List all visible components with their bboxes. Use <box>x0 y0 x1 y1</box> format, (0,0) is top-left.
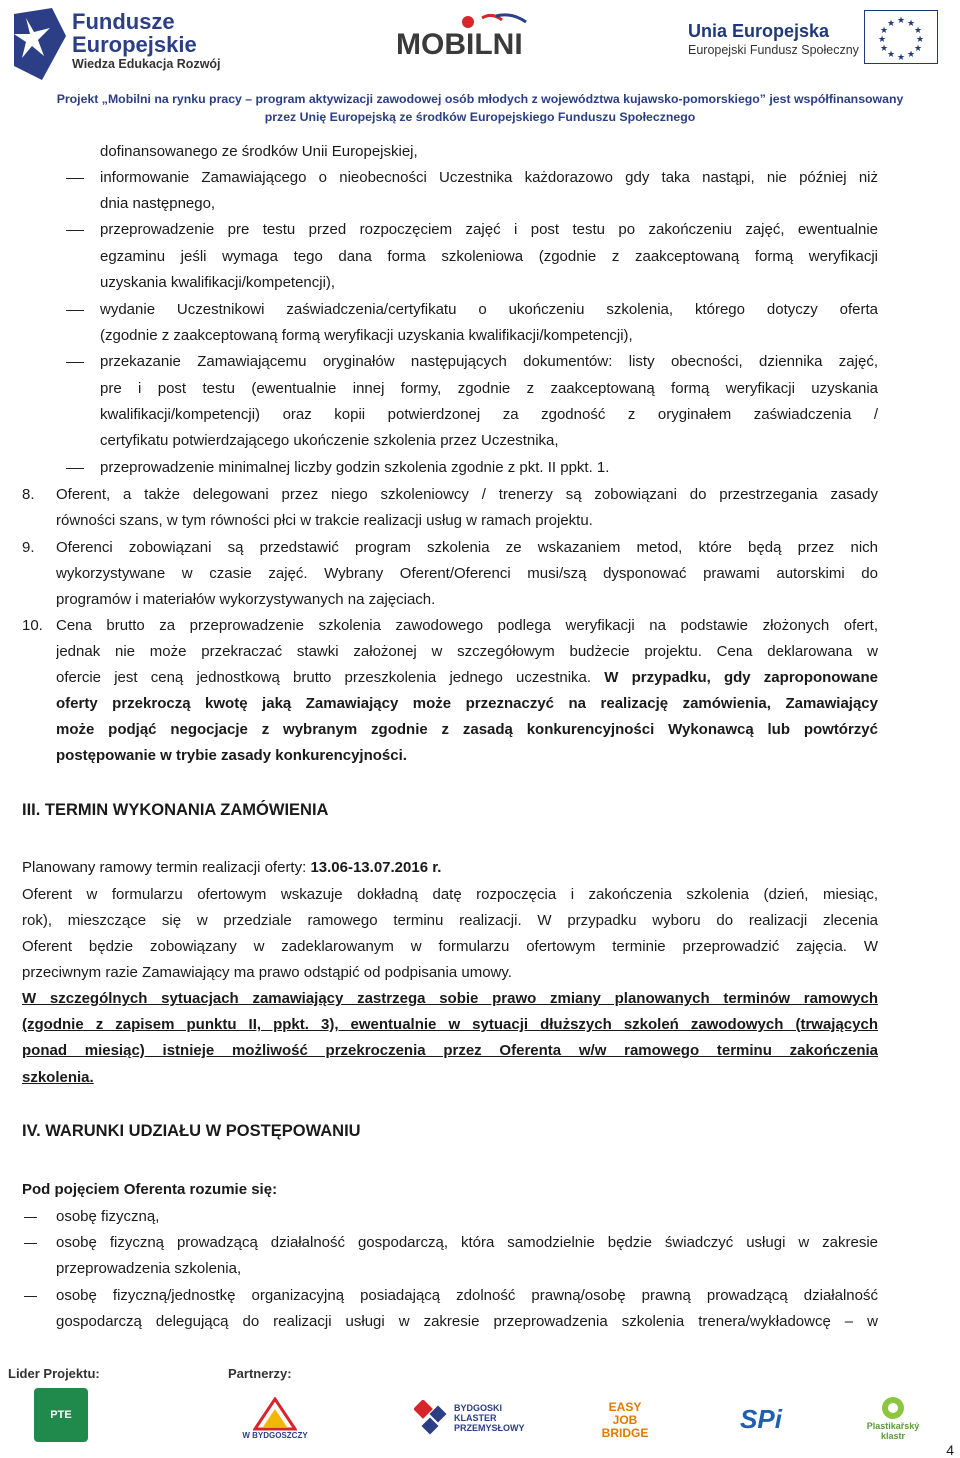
text-line: przeprowadzenie minimalnej liczby godzin szkolenia zgodnie z pkt. II ppkt. 1. <box>100 459 610 476</box>
text-line: przeprowadzenia szkolenia, <box>56 1260 242 1277</box>
text-line: jednak nie może przekraczać stawki założonej w szczegółowym budżecie projektu. Cena deklarowana w <box>56 643 878 660</box>
text-segment: ofercie jest ceną jednostkową brutto przeszkolenia jednego uczestnika. <box>56 669 605 686</box>
text-line: wydanie Uczestnikowi zaświadczenia/certyfikatu o ukończeniu szkolenia, którego dotyczy oferta <box>100 301 878 318</box>
underlined-text-line: (zgodnie z zapisem punktu II, ppkt. 3), ewentualnie w sytuacji dłuższych szkoleń zawodowych (trwających <box>22 1016 878 1033</box>
bullet-dash <box>66 230 84 231</box>
plastikarsky-klastr-logo <box>858 1390 928 1446</box>
item-number: 9. <box>22 539 35 556</box>
text-line: dnia następnego, <box>100 195 216 212</box>
klaster-logo <box>414 1398 525 1438</box>
text-line <box>56 668 878 688</box>
svg-text:★: ★ <box>913 44 923 54</box>
svg-text:★: ★ <box>896 53 906 63</box>
ue-line2: Europejski Fundusz Społeczny <box>688 43 859 57</box>
fe-line2: Europejskie <box>72 32 197 57</box>
klaster-logo-text: BYDGOSKI KLASTER PRZEMYSŁOWY <box>454 1403 525 1433</box>
text-line-bold: może podjąć negocjacje z wybranym zgodnie z zasadą konkurencyjności Wykonawcą lub powtórzyć <box>56 721 878 738</box>
text-line: uzyskania kwalifikacji/kompetencji), <box>100 274 336 291</box>
text-line <box>22 858 882 878</box>
svg-text:★: ★ <box>879 44 889 54</box>
text-line: Oferent w formularzu ofertowym wskazuje dokładną datę rozpoczęcia i zakończenia szkolenia (dzień, miesiąc, <box>22 886 878 903</box>
text-line: pre i post testu (ewentualnie innej formy, zgodnie z zaakceptowaną formą weryfikacji uzyskania <box>100 380 878 397</box>
text-line: Oferent, a także delegowani przez niego szkoleniowcy / trenerzy są zobowiązani do przestrzegania zasady <box>56 486 878 503</box>
text-line: certyfikatu potwierdzającego ukończenie szkolenia przez Uczestnika, <box>100 432 559 449</box>
item-number: 8. <box>22 486 35 503</box>
text-line: (zgodnie z zaakceptowaną formą weryfikacji uzyskania kwalifikacji/kompetencji), <box>100 327 633 344</box>
ue-line1: Unia Europejska <box>688 21 830 41</box>
text-line: Cena brutto za przeprowadzenie szkolenia zawodowego podlega weryfikacji na podstawie złożonych ofert, <box>56 617 878 634</box>
text-line: osobę fizyczną/jednostkę organizacyjną posiadającą zdolność prawną/osobę prawną prowadzącą działalność <box>56 1287 878 1304</box>
text-line: dofinansowanego ze środków Unii Europejskiej, <box>100 143 418 160</box>
text-line-bold: postępowanie w trybie zasady konkurencyjności. <box>56 747 407 764</box>
pup-logo-text: W BYDGOSZCZY <box>242 1430 308 1440</box>
item-number: 10. <box>22 617 43 634</box>
bullet-dash <box>24 1296 37 1297</box>
bullet-dash <box>66 178 84 179</box>
term-date: 13.06-13.07.2016 r. <box>310 859 442 876</box>
bullet-dash <box>24 1243 37 1244</box>
bullet-dash <box>66 362 84 363</box>
section-heading-3: III. TERMIN WYKONANIA ZAMÓWIENIA <box>22 801 329 819</box>
text-line: programów i materiałów wykorzystywanych na zajęciach. <box>56 591 436 608</box>
bullet-dash <box>24 1217 37 1218</box>
project-info-line2: przez Unię Europejską ze środków Europejskiego Funduszu Społecznego <box>264 110 696 124</box>
svg-text:★: ★ <box>877 35 887 45</box>
text-line: przekazanie Zamawiającemu oryginałów następujących dokumentów: listy obecności, dziennika zajęć, <box>100 353 878 370</box>
svg-text:★: ★ <box>915 35 925 45</box>
bullet-dash <box>66 310 84 311</box>
unia-europejska-logo <box>688 10 943 66</box>
svg-text:★: ★ <box>896 16 906 26</box>
mobilni-logo-graphic <box>396 12 546 60</box>
text-line: osobę fizyczną, <box>56 1208 160 1225</box>
mobilni-logo <box>396 12 546 60</box>
pte-logo <box>34 1388 88 1442</box>
svg-text:★: ★ <box>879 26 889 36</box>
svg-text:★: ★ <box>906 19 916 29</box>
mobilni-text: MOBILNI <box>396 28 523 60</box>
underlined-text-line: szkolenia. <box>22 1069 94 1086</box>
text-segment-bold: W przypadku, gdy zaproponowane <box>604 669 878 686</box>
fe-star-icon <box>12 6 68 80</box>
text-line: Oferent będzie zobowiązany w zadeklarowanym w formularzu ofertowym terminie przeprowadzić zajęcia. W <box>22 938 878 955</box>
fe-line1: Fundusze <box>72 9 175 34</box>
svg-text:★: ★ <box>906 50 916 60</box>
lider-label: Lider Projektu: <box>8 1366 100 1381</box>
partners-label: Partnerzy: <box>228 1366 292 1381</box>
text-line-bold: Pod pojęciem Oferenta rozumie się: <box>22 1181 278 1198</box>
text-line: przeprowadzenie pre testu przed rozpoczęciem zajęć i post testu po zakończeniu zajęć, ewentualnie <box>100 221 878 238</box>
text-line: wykorzystywane w czasie zajęć. Wybrany Oferent/Oferenci musi/szą dysponować prawami autorskimi do <box>56 565 878 582</box>
svg-text:★: ★ <box>886 50 896 60</box>
text-segment: Planowany ramowy termin realizacji oferty: <box>22 859 311 876</box>
pup-logo-icon <box>253 1397 297 1431</box>
text-line: informowanie Zamawiającego o nieobecności Uczestnika każdorazowo gdy taka nastąpi, nie później niż <box>100 169 878 186</box>
spi-logo <box>726 1394 796 1444</box>
fundusze-europejskie-logo <box>12 6 242 80</box>
fe-line3: Wiedza Edukacja Rozwój <box>72 57 221 71</box>
underlined-text-line: ponad miesiąc) istnieje możliwość przekroczenia przez Oferenta w/w ramowego terminu zakończenia <box>22 1042 878 1059</box>
page-number: 4 <box>946 1442 954 1458</box>
text-line: gospodarczą delegującą do realizacji usługi w zakresie przeprowadzenia szkolenia trenera/wykładowcę – w <box>56 1313 878 1330</box>
bullet-dash <box>66 468 84 469</box>
text-line: przeciwnym razie Zamawiający ma prawo odstąpić od podpisania umowy. <box>22 964 512 981</box>
text-line: egzaminu jeśli wymaga tego dana forma szkoleniowa (zgodnie z zaakceptowaną formą weryfikacji <box>100 248 878 265</box>
project-info-line1: Projekt „Mobilni na rynku pracy – program aktywizacji zawodowej osób młodych z województwa kujawsko-pomorskiego” jest współfinansowany <box>56 92 904 106</box>
spi-logo-text: SPi <box>740 1403 782 1434</box>
text-line: osobę fizyczną prowadzącą działalność gospodarczą, która samodzielnie będzie świadczyć usługi w zakresie <box>56 1234 878 1251</box>
plast-logo-icon <box>878 1395 908 1421</box>
text-line: równości szans, w tym równości płci w trakcie realizacji usług w ramach projektu. <box>56 512 593 529</box>
easy-job-bridge-logo <box>596 1394 654 1446</box>
svg-text:★: ★ <box>886 19 896 29</box>
powiatowy-urzad-pracy-logo <box>238 1390 312 1446</box>
text-line: Oferenci zobowiązani są przedstawić program szkolenia ze wskazaniem metod, które będą przez nich <box>56 539 878 556</box>
eu-flag-icon <box>864 10 938 64</box>
svg-text:★: ★ <box>913 26 923 36</box>
klaster-logo-icon <box>414 1400 450 1436</box>
text-line: rok), mieszczące się w przedziale ramowego terminu realizacji. W przypadku wyboru do realizacji zlecenia <box>22 912 878 929</box>
page-header <box>0 0 960 130</box>
text-line-bold: oferty przekroczą kwotę jaką Zamawiający może przeznaczyć na realizację zamówienia, Zamawiający <box>56 695 878 712</box>
underlined-text-line: W szczególnych sytuacjach zamawiający zastrzega sobie prawo zmiany planowanych terminów ramowych <box>22 990 878 1007</box>
easy-logo-text: EASY JOB BRIDGE <box>601 1399 649 1440</box>
pte-logo-text: PTE <box>50 1409 72 1421</box>
text-line: kwalifikacji/kompetencji) oraz kopii potwierdzonej za zgodność z oryginałem zaświadczenia / <box>100 406 878 423</box>
plast-logo-text: Plastikařský klastr <box>866 1421 920 1441</box>
page-footer <box>0 1360 960 1458</box>
section-heading-4: IV. WARUNKI UDZIAŁU W POSTĘPOWANIU <box>22 1122 361 1140</box>
